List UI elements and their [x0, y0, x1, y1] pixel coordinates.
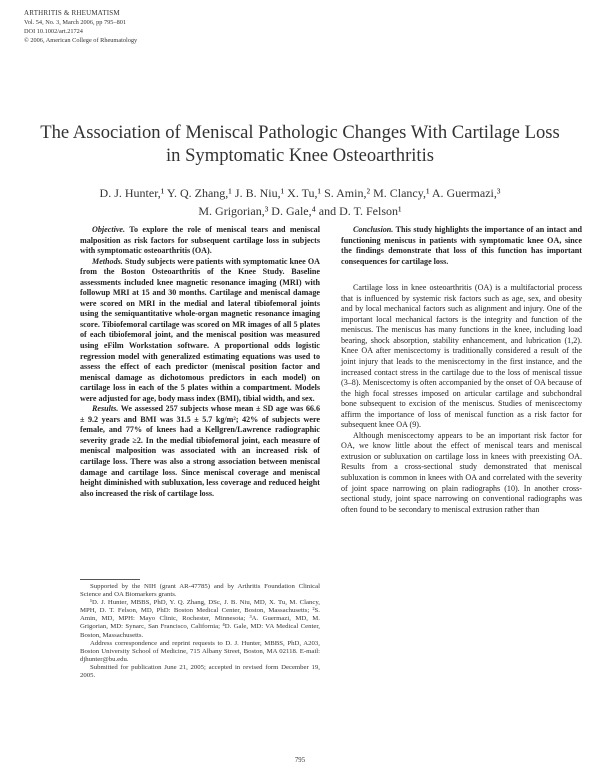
footnotes: [80, 583, 320, 680]
abstract-conclusion: Conclusion. This study highlights the importance of an intact and functioning meniscus in patients with symptomatic knee OA, since the findings demonstrate that loss of this function has important consequences for cartilage loss.: [341, 225, 582, 266]
affiliations-note: ¹D. J. Hunter, MBBS, PhD, Y. Q. Zhang, DSc, J. B. Niu, MD, X. Tu, M. Clancy, MPH, D. T. Felson, MD, PhD: Boston Medical Center, Boston, Massachusetts; ²S. Amin, MD, MPH: Mayo Clinic, Rochester, Minnesota; ³A. Guermazi, MD, M. Grigorian, MD: Synarc, San Francisco, California; ⁴D. Gale, MD: VA Medical Center, Boston, Massachusetts.: [80, 599, 320, 639]
abstract-methods: Methods. Study subjects were patients with symptomatic knee OA from the Boston Osteoarthritis of the Knee Study. Baseline assessments included knee magnetic resonance imaging (MRI) with followup MRI at 15 and 30 months. Cartilage and meniscal damage were scored on MRI in the medial and lateral tibiofemoral joints using the semiquantitative whole-organ magnetic resonance imaging score. Tibiofemoral cartilage was scored on MR images of all 5 plates of each tibiofemoral joint, and the meniscal position was measured using eFilm Workstation software. A proportional odds logistic regression model with generalized estimating equations was used to assess the effect of each predictor (meniscal position factor and meniscal damage as dichotomous predictors in each model) on cartilage loss in each of the 5 plates within a compartment. Models were adjusted for age, body mass index (BMI), tibial width, and sex.: [80, 256, 320, 403]
authors-line-1: D. J. Hunter,¹ Y. Q. Zhang,¹ J. B. Niu,¹ X. Tu,¹ S. Amin,² M. Clancy,¹ A. Guermazi,³: [99, 186, 501, 200]
funding-note: Supported by the NIH (grant AR-47785) and by Arthritis Foundation Clinical Science and OA Biomarkers grants.: [80, 583, 320, 599]
journal-name: ARTHRITIS & RHEUMATISM: [24, 9, 120, 17]
copyright: © 2006, American College of Rheumatology: [24, 37, 138, 44]
right-column: [341, 225, 582, 515]
abstract-results: Results. We assessed 257 subjects whose mean ± SD age was 66.6 ± 9.2 years and BMI was 31.5 ± 5.7 kg/m²; 42% of subjects were female, and 77% of knees had a Kellgren/Lawrence radiographic severity grade ≥2. In the medial tibiofemoral joint, each measure of meniscal malposition was associated with an increased risk of cartilage loss. There was also a strong association between meniscal damage and cartilage loss. Since meniscal coverage and meniscal height diminished with subluxation, less coverage and reduced height also increased the risk of cartilage loss.: [80, 404, 320, 498]
author-list: [40, 184, 560, 220]
footnote-divider: [80, 579, 140, 580]
volume-line: Vol. 54, No. 3, March 2006, pp 795–801: [24, 19, 127, 26]
page-number: 795: [294, 757, 306, 764]
article-title: The Association of Meniscal Pathologic Changes With Cartilage Loss in Symptomatic Knee Osteoarthritis: [40, 122, 560, 166]
abstract-column-right: [341, 225, 582, 267]
body-paragraph: Cartilage loss in knee osteoarthritis (OA) is a multifactorial process that is influenced by systemic risk factors such as age, sex, and obesity and by local mechanical factors such as alignment and injury. One of the important local mechanical factors is the integrity and function of the meniscus. The meniscus has many functions in the knee, including load bearing, shock absorption, stability enhancement, and lubrication (1,2). Knee OA after meniscectomy is traditionally considered a result of the joint injury that leads to the meniscectomy in the first instance, and the increased contact stress in the cartilage due to the loss of meniscal tissue (3–8). Meniscectomy is often accompanied by the onset of OA because of the high focal stresses imposed on articular cartilage and subchondral bone subsequent to excision of the meniscus. Studies of meniscectomy affirm the importance of loss of meniscal function as a risk factor for subsequent knee OA (9).: [341, 283, 582, 430]
abstract-objective: Objective. To explore the role of meniscal tears and meniscal malposition as risk factors for subsequent cartilage loss in subjects with symptomatic osteoarthritis (OA).: [80, 225, 320, 256]
doi: DOI 10.1002/art.21724: [24, 28, 83, 35]
correspondence-note: Address correspondence and reprint requests to D. J. Hunter, MBBS, PhD, A203, Boston University School of Medicine, 715 Albany Street, Boston, MA 02118. E-mail: djhunter@bu.edu.: [80, 639, 320, 663]
authors-line-2: M. Grigorian,³ D. Gale,⁴ and D. T. Felson¹: [198, 204, 402, 218]
abstract-column-left: [80, 225, 320, 499]
running-header: [24, 9, 137, 45]
submission-note: Submitted for publication June 21, 2005; accepted in revised form December 19, 2005.: [80, 663, 320, 680]
body-paragraph: Although meniscectomy appears to be an important risk factor for OA, we know little about the effect of meniscal tears and meniscal extrusion or subluxation on cartilage loss in knees with preexisting OA. Results from a cross-sectional study demonstrated that meniscal subluxation is common in knees with OA and correlated with the severity of joint space narrowing on plain radiographs (10). In another cross-sectional study, joint space narrowing on conventional radiographs was often found to be secondary to meniscal extrusion rather than: [341, 430, 582, 514]
article-body: [341, 283, 582, 515]
